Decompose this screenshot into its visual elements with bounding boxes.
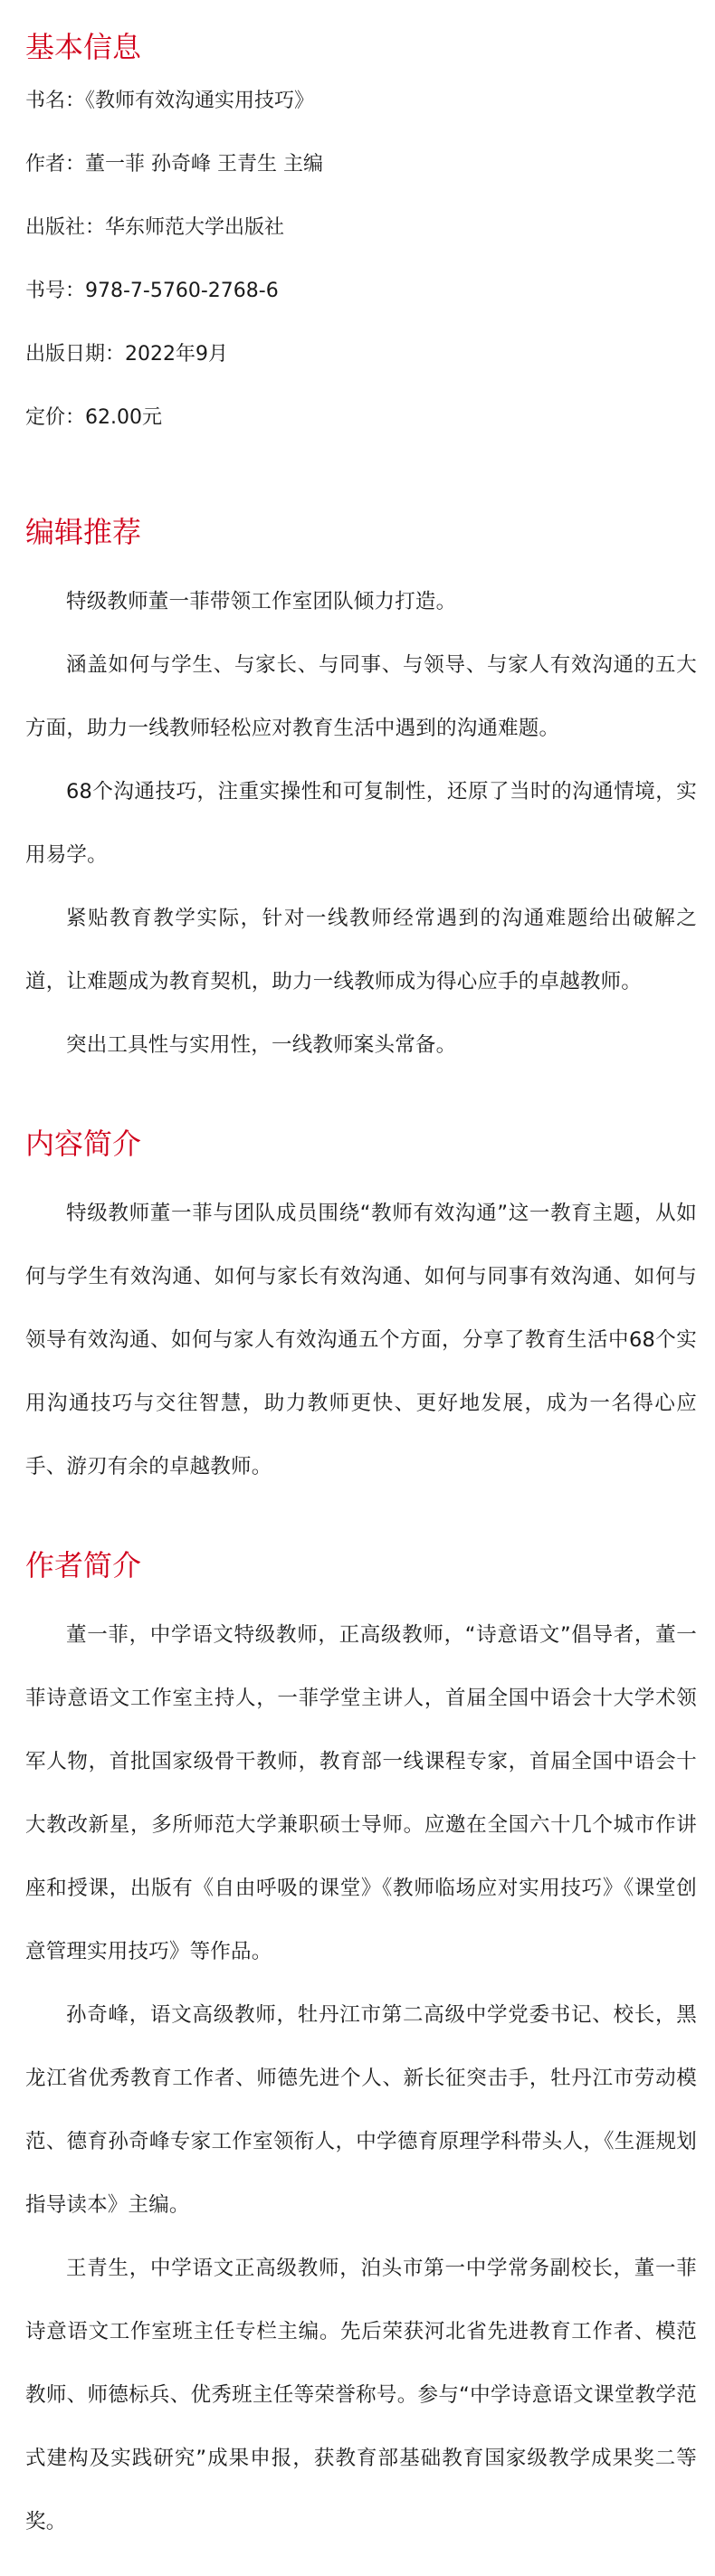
editor-recommend-section [25, 510, 697, 1077]
author-paragraph: 董一菲，中学语文特级教师，正高级教师，“诗意语文”倡导者，董一菲诗意语文工作室主持人，一菲学堂主讲人，首届全国中语会十大学术领军人物，首批国家级骨干教师，教育部一线课程专家，首届全国中语会十大教改新星，多所师范大学兼职硕士导师。应邀在全国六十几个城市作讲座和授课，出版有《自由呼吸的课堂》《教师临场应对实用技巧》《课堂创意管理实用技巧》等作品。 [25, 1623, 697, 1963]
publisher-line: 出版社：华东师范大学出版社 [25, 216, 285, 239]
recommend-paragraph: 68个沟通技巧，注重实操性和可复制性，还原了当时的沟通情境，实用易学。 [25, 780, 697, 867]
author-paragraph: 孙奇峰，语文高级教师，牡丹江市第二高级中学党委书记、校长，黑龙江省优秀教育工作者、师德先进个人、新长征突击手，牡丹江市劳动模范、德育孙奇峰专家工作室领衔人，中学德育原理学科带头人，《生涯规划指导读本》主编。 [25, 2003, 697, 2217]
recommend-paragraph: 涵盖如何与学生、与家长、与同事、与领导、与家人有效沟通的五大方面，助力一线教师轻松应对教育生活中遇到的沟通难题。 [25, 653, 697, 740]
book-title-line: 书名：《教师有效沟通实用技巧》 [25, 90, 315, 112]
recommend-paragraph: 紧贴教育教学实际，针对一线教师经常遇到的沟通难题给出破解之道，让难题成为教育契机，助力一线教师成为得心应手的卓越教师。 [25, 907, 697, 993]
section-spacer [25, 465, 697, 510]
content-summary-section [25, 1122, 697, 1498]
content-summary-title: 内容简介 [25, 1126, 142, 1161]
author-intro-title: 作者简介 [25, 1548, 142, 1583]
recommend-paragraph: 突出工具性与实用性，一线教师案头常备。 [66, 1033, 457, 1057]
author-intro-section [25, 1544, 697, 2553]
basic-info-title: 基本信息 [25, 30, 142, 64]
author-paragraph: 王青生，中学语文正高级教师，泊头市第一中学常务副校长，董一菲诗意语文工作室班主任专栏主编。先后荣获河北省先进教育工作者、模范教师、师德标兵、优秀班主任等荣誉称号。参与“中学诗意语文课堂教学范式建构及实践研究”成果申报，获教育部基础教育国家级教学成果奖二等奖。 [25, 2257, 697, 2533]
editor-recommend-title: 编辑推荐 [25, 515, 142, 549]
section-spacer [25, 1077, 697, 1122]
publish-date-line: 出版日期：2022年9月 [25, 343, 228, 366]
section-spacer [25, 1498, 697, 1544]
recommend-paragraph: 特级教师董一菲带领工作室团队倾力打造。 [66, 590, 457, 613]
isbn-line: 书号：978-7-5760-2768-6 [25, 280, 279, 302]
price-line: 定价：62.00元 [25, 406, 162, 429]
book-detail-page [25, 25, 697, 2553]
basic-info-section [25, 25, 697, 434]
author-line: 作者：董一菲 孙奇峰 王青生 主编 [25, 153, 323, 176]
summary-paragraph: 特级教师董一菲与团队成员围绕“教师有效沟通”这一教育主题，从如何与学生有效沟通、如何与家长有效沟通、如何与同事有效沟通、如何与领导有效沟通、如何与家人有效沟通五个方面，分享了教育生活中68个实用沟通技巧与交往智慧，助力教师更快、更好地发展，成为一名得心应手、游刃有余的卓越教师。 [25, 1202, 697, 1478]
